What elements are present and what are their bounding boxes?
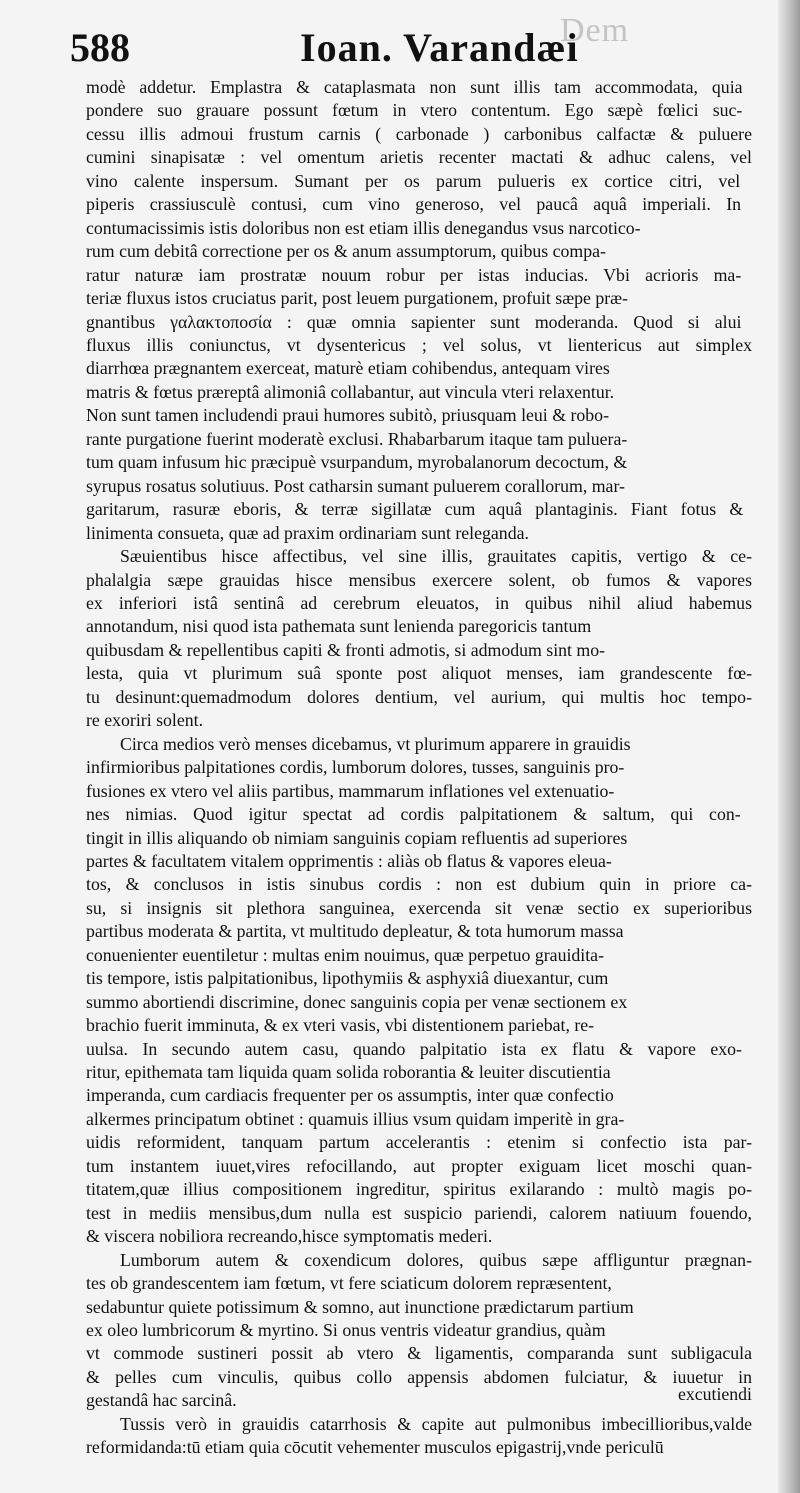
text-line: diarrhœa prægnantem exerceat, maturè etiam cohibendus, antequam vires	[86, 358, 610, 379]
paragraph	[86, 1413, 752, 1460]
text-line: re exoriri solent.	[86, 710, 204, 731]
text-line: syrupus rosatus solutiuus. Post catharsin sumant puluerem corallorum, mar-	[86, 475, 625, 496]
text-line: linimenta consueta, quæ ad praxim ordinariam sunt releganda.	[86, 522, 529, 543]
paragraph	[86, 545, 752, 733]
text-line: su, si insignis sit plethora sanguinea, exercenda sit venæ sectio ex superioribus	[86, 897, 752, 918]
text-line: modè addetur. Emplastra & cataplasmata non sunt illis tam accommodata, quia	[86, 77, 743, 97]
text-line: uulsa. In secundo autem casu, quando palpitatio ista ex flatu & vapore exo-	[86, 1038, 742, 1059]
text-line: vino calente inspersum. Sumant per os parum pulueris ex cortice citri, vel	[86, 170, 741, 191]
text-line: titatem,quæ illius compositionem ingreditur, spiritus exilarando : multò magis po-	[86, 1179, 752, 1200]
text-line: fluxus illis coniunctus, vt dysentericus ; vel solus, vt lientericus aut simplex	[86, 334, 752, 355]
text-line: gestandâ hac sarcinâ.	[86, 1390, 237, 1411]
text-line: summo abortiendi discrimine, donec sanguinis copia per venæ sectionem ex	[86, 991, 628, 1012]
text-line: pondere suo grauare possunt fœtum in vtero contentum. Ego sæpè fœlici suc-	[86, 100, 743, 121]
text-line: piperis crassiusculè contusi, cum vino generoso, vel paucâ aquâ imperiali. In	[86, 194, 742, 215]
text-line: & pelles cum vinculis, quibus collo appensis abdomen fulciatur, & iuuetur in	[86, 1366, 752, 1387]
text-line: reformidanda:tū etiam quia cōcutit vehementer musculos epigastrij,vnde periculū	[86, 1437, 664, 1458]
text-line: gnantibus γαλακτοποσία : quæ omnia sapienter sunt moderanda. Quod si alui	[86, 311, 742, 332]
text-line: ex inferiori istâ sentinâ ad cerebrum eleuatos, in quibus nihil aliud habemus	[86, 592, 752, 613]
text-line: sedabuntur quiete potissimum & somno, aut inunctione prædictarum partium	[86, 1296, 634, 1317]
text-line: tingit in illis aliquando ob nimiam sanguinis copiam refluentis ad superiores	[86, 827, 628, 848]
text-line: brachio fuerit imminuta, & ex vteri vasis, vbi distentionem pariebat, re-	[86, 1015, 595, 1036]
paragraph	[86, 733, 752, 1249]
text-line: matris & fœtus præreptâ alimoniâ collabantur, aut vincula vteri relaxentur.	[86, 381, 615, 402]
text-line: partes & facultatem vitalem opprimentis : aliàs ob flatus & vapores eleua-	[86, 850, 612, 871]
page-header	[70, 24, 770, 74]
text-line: quibusdam & repellentibus capiti & fronti admotis, si admodum sint mo-	[86, 639, 606, 660]
text-line: imperanda, cum cardiacis frequenter per os assumptis, inter quæ confectio	[86, 1085, 614, 1106]
text-line: Non sunt tamen includendi praui humores subitò, priusquam leui & robo-	[86, 405, 609, 426]
text-line: cumini sinapisatæ : vel omentum arietis recenter mactati & adhuc calens, vel	[86, 147, 752, 168]
text-line: alkermes principatum obtinet : quamuis illius vsum quidam imperitè in gra-	[86, 1108, 625, 1129]
text-line: & viscera nobiliora recreando,hisce symptomatis mederi.	[86, 1226, 493, 1247]
text-line: ratur naturæ iam prostratæ nouum robur per istas inducias. Vbi acrioris ma-	[86, 264, 742, 285]
text-line: lesta, quia vt plurimum suâ sponte post aliquot menses, iam grandescente fœ-	[86, 663, 752, 684]
text-line: conuenienter euentiletur : multas enim nouimus, quæ perpetuo grauidita-	[86, 944, 604, 965]
catchword: excutiendi	[677, 1384, 752, 1404]
text-line: annotandum, nisi quod ista pathemata sunt lenienda paregoricis tantum	[86, 616, 592, 637]
page-gutter-shadow	[778, 0, 800, 1493]
text-line: tis tempore, istis palpitationibus, lipothymiis & asphyxiâ diuexantur, cum	[86, 968, 609, 989]
text-line: Lumborum autem & coxendicum dolores, quibus sæpe affliguntur prægnan-	[120, 1249, 752, 1270]
text-line: uidis reformident, tanquam partum accelerantis : etenim si confectio ista par-	[86, 1132, 752, 1153]
text-line: partibus moderata & partita, vt multitudo depleatur, & tota humorum massa	[86, 921, 624, 942]
text-line: Circa medios verò menses dicebamus, vt plurimum apparere in grauidis	[120, 733, 631, 754]
text-line: rante purgatione fuerint moderatè exclusi. Rhabarbarum itaque tam puluera-	[86, 428, 628, 449]
body-text	[86, 76, 752, 1460]
text-line: infirmioribus palpitationes cordis, lumborum dolores, tusses, sanguinis pro-	[86, 757, 625, 778]
text-line: fusiones ex vtero vel aliis partibus, mammarum inflationes vel extenuatio-	[86, 780, 615, 801]
text-line: rum cum debitâ correctione per os & anum assumptorum, quibus compa-	[86, 241, 606, 262]
page-number: 588	[70, 25, 130, 70]
text-line: nes nimias. Quod igitur spectat ad cordis palpitationem & saltum, qui con-	[86, 804, 741, 825]
running-title: Ioan. Varandæi	[300, 25, 579, 70]
text-line: vt commode sustineri possit ab vtero & ligamentis, comparanda sunt subligacula	[86, 1343, 752, 1364]
text-line: Sæuientibus hisce affectibus, vel sine illis, grauitates capitis, vertigo & ce-	[120, 546, 752, 567]
text-line: Tussis verò in grauidis catarrhosis & capite aut pulmonibus imbecillioribus,valde	[120, 1413, 752, 1434]
text-line: tes ob grandescentem iam fœtum, vt fere sciaticum dolorem repræsentent,	[86, 1273, 612, 1294]
text-line: ritur, epithemata tam liquida quam solida roborantia & leuiter discutientia	[86, 1062, 611, 1083]
text-line: tum instantem iuuet,vires refocillando, aut propter exiguam licet moschi quan-	[86, 1155, 752, 1176]
text-line: cessu illis admoui frustum carnis ( carbonade ) carbonibus calfactæ & puluere	[86, 123, 752, 144]
text-line: contumacissimis istis doloribus non est etiam illis denegandus vsus narcotico-	[86, 217, 641, 238]
text-line: phalalgia sæpe grauidas hisce mensibus exercere solent, ob fumos & vapores	[86, 569, 752, 590]
text-line: tum quam infusum hic præcipuè vsurpandum, myrobalanorum decoctum, &	[86, 452, 628, 473]
text-line: ex oleo lumbricorum & myrtino. Si onus ventris videatur grandius, quàm	[86, 1320, 606, 1341]
bleed-through-text: Dem	[560, 12, 630, 49]
text-line: tos, & conclusos in istis sinubus cordis : non est dubium quin in priore ca-	[86, 874, 752, 895]
text-line: garitarum, rasuræ eboris, & terræ sigillatæ cum aquâ plantaginis. Fiant fotus &	[86, 499, 744, 520]
text-line: tu desinunt:quemadmodum dolores dentium, vel aurium, qui multis hoc tempo-	[86, 686, 752, 707]
text-line: teriæ fluxus istos cruciatus parit, post leuem purgationem, profuit sæpe præ-	[86, 288, 628, 309]
paragraph	[86, 76, 752, 545]
text-line: test in mediis mensibus,dum nulla est suspicio pariendi, calorem natiuum fouendo,	[86, 1202, 752, 1223]
